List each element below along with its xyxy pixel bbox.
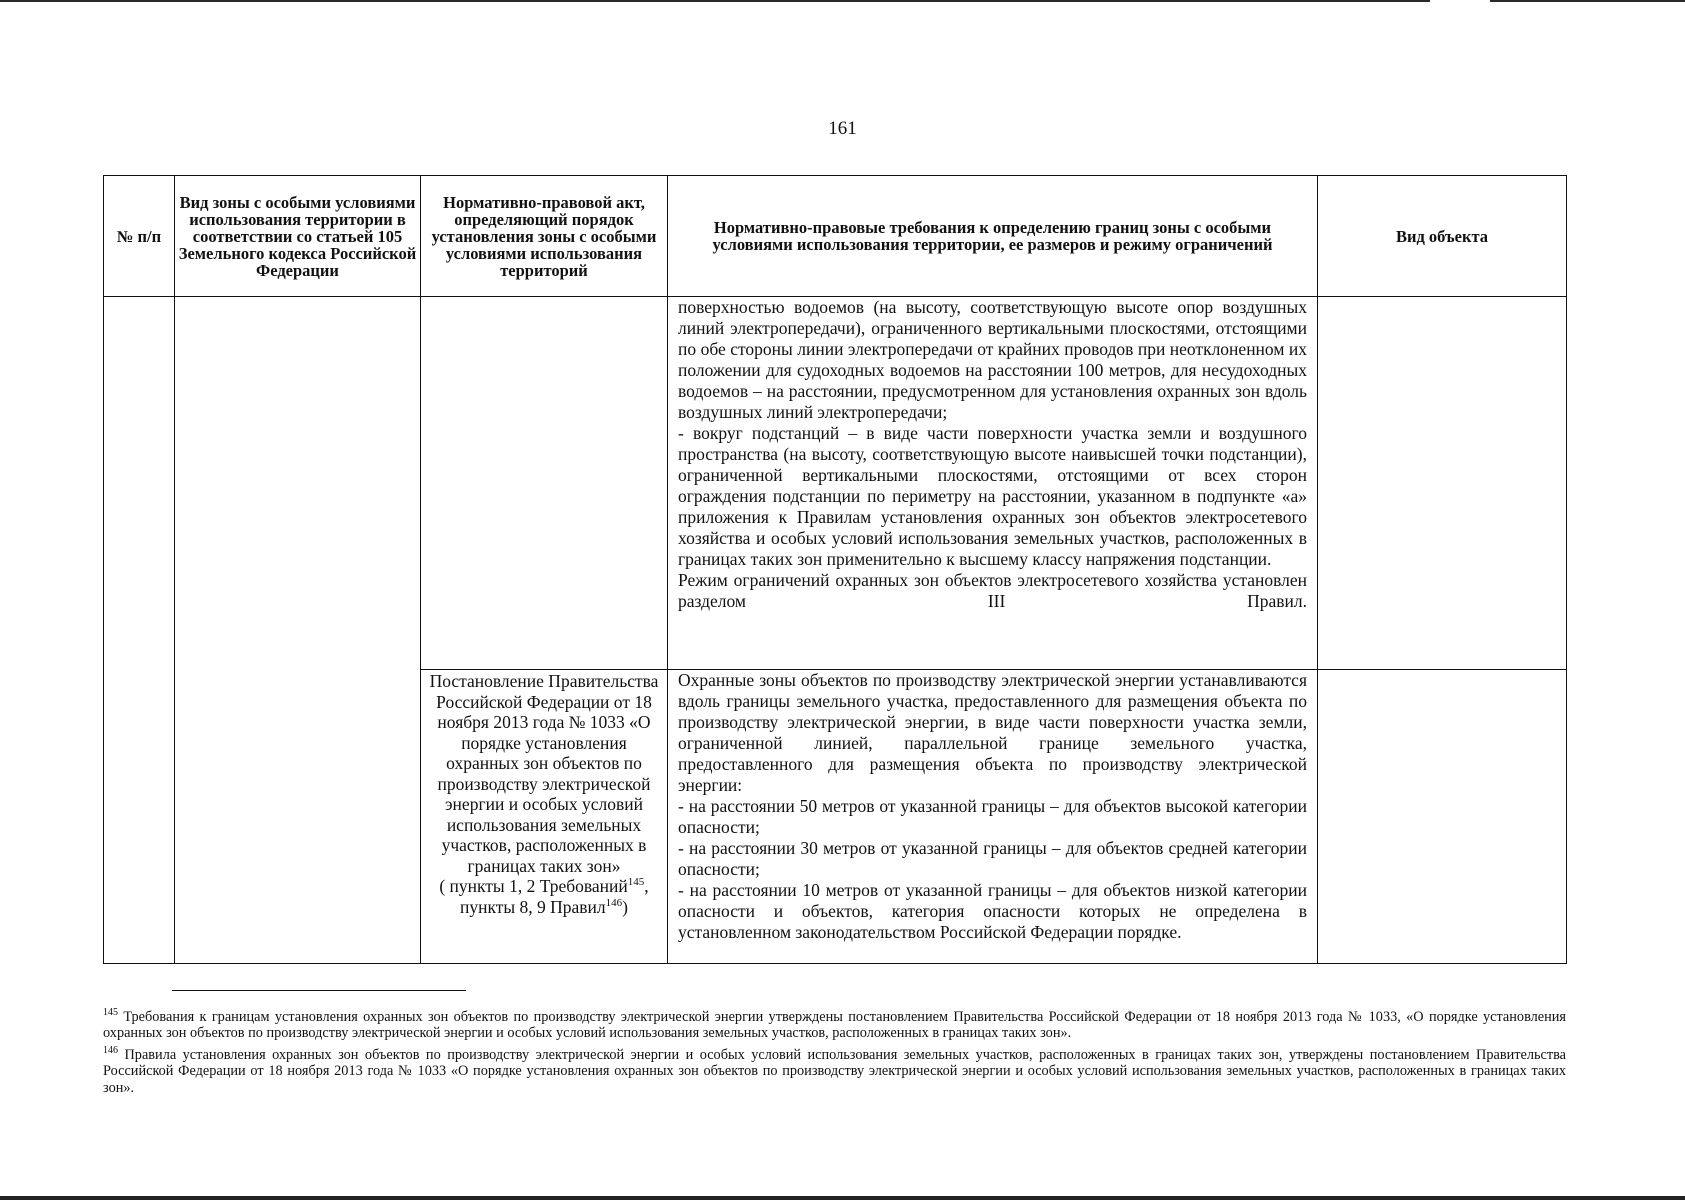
requirements-paragraph: поверхностью водоемов (на высоту, соответствующую высоте опор воздушных линий электропередачи), ограниченного вертикальными плоскостями, отстоящими по обе стороны линии электропередачи от крайних проводов при неотклоненном их положении для судоходных водоемов на расстоянии 100 метров, для несудоходных водоемов – на расстоянии, предусмотренном для установления охранных зон вдоль воздушных линий электропередачи; [678,297,1307,422]
header-object-type: Вид объекта [1318,176,1567,297]
scan-edge-bottom [0,1196,1685,1200]
zone-type-cell [175,297,421,964]
scan-edge-gap [1430,0,1490,2]
legal-act-cell [421,670,668,964]
header-requirements: Нормативно-правовые требования к определению границ зоны с особыми условиями использования территории, ее размеров и режиму ограничений [668,176,1318,297]
requirements-paragraph: Охранные зоны объектов по производству электрической энергии устанавливаются вдоль границы земельного участка, предоставленного для размещения объекта по производству электрической энергии, в виде части поверхности участка земли, ограниченной линией, параллельной границе земельного участка, предоставленного для размещения объекта по производству электрической энергии: [678,670,1307,795]
object-type-cell [1318,670,1567,964]
requirements-paragraph: - на расстоянии 50 метров от указанной границы – для объектов высокой категории опасности; [678,796,1307,837]
table-row [104,297,1567,670]
footnote-ref-146: 146 [605,896,623,909]
legal-act-ref-prefix: ( пункты 1, 2 Требований [439,876,628,896]
requirements-paragraph: Режим ограничений охранных зон объектов электросетевого хозяйства установлен разделом III Правил. [678,570,1307,611]
legal-act-text: Постановление Правительства Российской Федерации от 18 ноября 2013 года № 1033 «О порядке установления охранных зон объектов по производству электрической энергии и особых условий использования земельных участков, расположенных в границах таких зон» [429,671,659,876]
footnote-text: Требования к границам установления охранных зон объектов по производству электрической энергии утверждены постановлением Правительства Российской Федерации от 18 ноября 2013 года № 1033, «О порядке установления охранных зон объектов по производству электрической энергии и особых условий использования земельных участков, расположенных в границах таких зон». [103,1008,1566,1042]
table-header-row [104,176,1567,297]
header-num: № п/п [104,176,175,297]
footnote-145 [103,1005,1566,1041]
footnote-text: Правила установления охранных зон объектов по производству электрической энергии и особых условий использования земельных участков, расположенных в границах таких зон, утверждены постановлением Правительства Российской Федерации от 18 ноября 2013 года № 1033 «О порядке установления охранных зон объектов по производству электрической энергии и особых условий использования земельных участков, расположенных в границах таких зон». [103,1047,1566,1096]
footnote-mark: 146 [103,1045,118,1057]
header-zone-type: Вид зоны с особыми условиями использования территории в соответствии со статьей 105 Земельного кодекса Российской Федерации [175,176,421,297]
requirements-cell [668,297,1318,670]
footnote-146 [103,1043,1566,1096]
legal-act-ref-suffix: ) [622,896,628,917]
footnote-mark: 145 [103,1007,118,1018]
requirements-cell [668,670,1318,964]
footnote-separator [172,990,466,991]
num-cell [104,297,175,964]
requirements-paragraph: - вокруг подстанций – в виде части поверхности участка земли и воздушного пространства (на высоту, соответствующую высоте наивысшей точки подстанции), ограниченной вертикальными плоскостями, отстоящими от всех сторон ограждения подстанции по периметру на расстоянии, указанном в подпункте «а» приложения к Правилам установления охранных зон объектов электросетевого хозяйства и особых условий использования земельных участков, расположенных в границах таких зон применительно к высшему классу напряжения подстанции. [678,423,1307,569]
footnote-ref-145: 145 [627,876,645,889]
legal-act-cell [421,297,668,670]
page-number: 161 [828,118,857,139]
legal-act-ref-middle: , пункты 8, 9 Правил [459,876,649,917]
header-legal-act: Нормативно-правовой акт, определяющий порядок установления зоны с особыми условиями использования территорий [421,176,668,297]
zones-table [103,175,1567,964]
object-type-cell [1318,297,1567,670]
footnotes [103,1005,1566,1098]
requirements-paragraph: - на расстоянии 10 метров от указанной границы – для объектов низкой категории опасности и объектов, категория опасности которых не определена в установленном законодательством Российской Федерации порядке. [678,880,1307,942]
requirements-paragraph: - на расстоянии 30 метров от указанной границы – для объектов средней категории опасности; [678,838,1307,879]
